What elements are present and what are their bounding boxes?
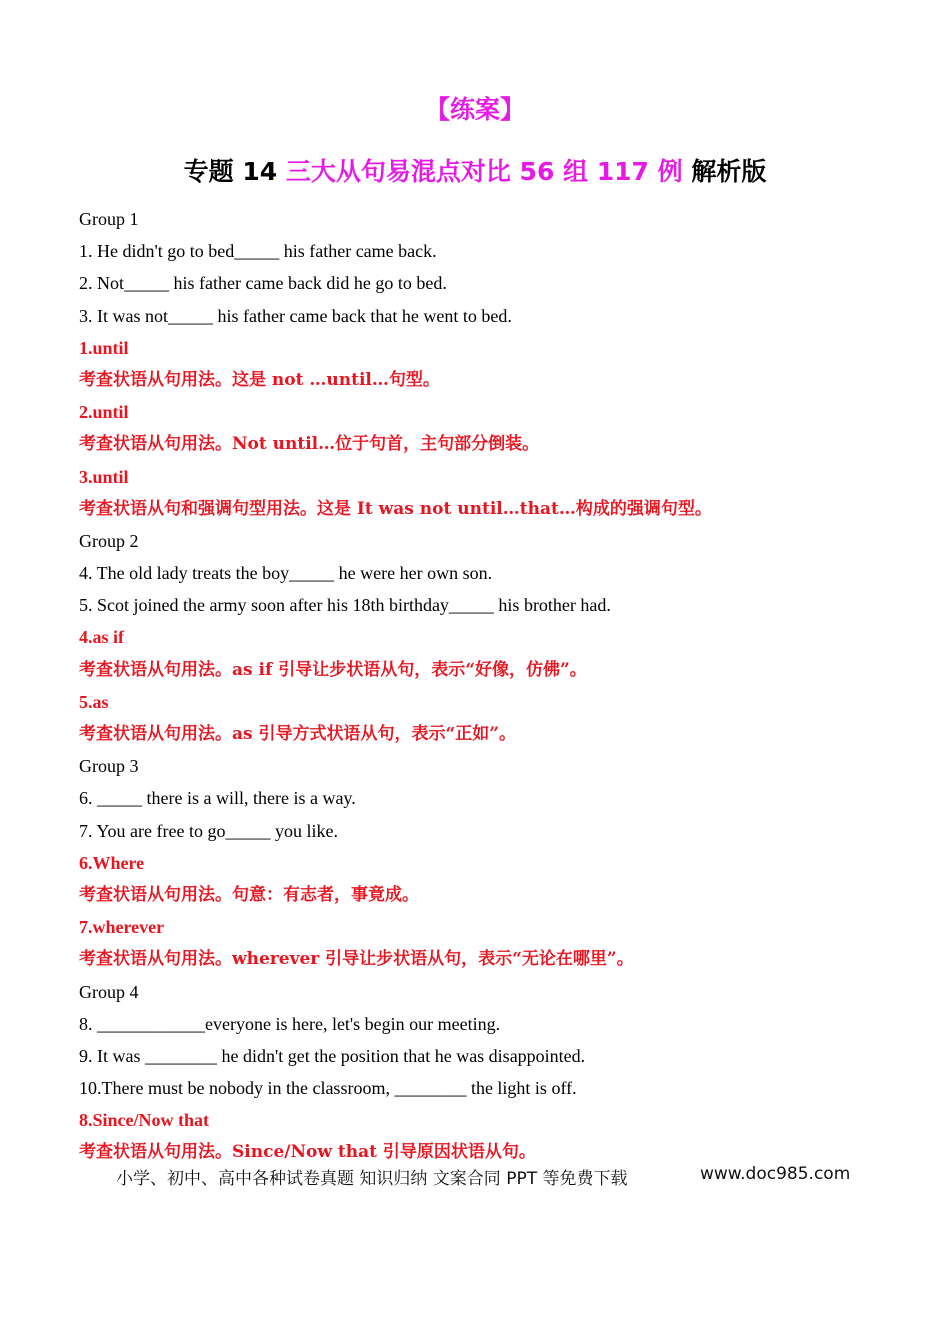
question-line: 4. The old lady treats the boy_____ he were her own son. (79, 563, 493, 584)
page-title (0, 152, 950, 188)
explanation-line: 考查状语从句和强调句型用法。这是 It was not until…that…构成的强调句型。 (79, 498, 712, 519)
title-prefix: 专题 14 (183, 157, 286, 186)
explanation-line: 考查状语从句用法。Since/Now that 引导原因状语从句。 (79, 1142, 536, 1163)
question-line: 8. ____________everyone is here, let's begin our meeting. (79, 1013, 501, 1034)
question-line: 6. _____ there is a will, there is a way. (79, 788, 356, 809)
explanation-line: 考查状语从句用法。as 引导方式状语从句，表示“正如”。 (79, 724, 517, 744)
answer-line: 6.Where (79, 852, 145, 873)
group-heading: Group 2 (79, 530, 139, 551)
answer-line: 5.as (79, 691, 109, 712)
explanation-line: 考查状语从句用法。这是 not …until…句型。 (79, 369, 440, 390)
group-heading: Group 1 (79, 209, 139, 229)
title-highlight: 三大从句易混点对比 56 组 117 例 (285, 157, 683, 186)
group-heading: Group 3 (79, 756, 139, 777)
question-line: 10.There must be nobody in the classroom, ________ the light is off. (79, 1078, 577, 1099)
answer-line: 7.wherever (79, 917, 165, 938)
question-line: 1. He didn't go to bed_____ his father came back. (79, 241, 437, 262)
question-line: 9. It was ________ he didn't get the position that he was disappointed. (79, 1045, 586, 1066)
answer-line: 2.until (79, 402, 129, 423)
section-tag: 【练案】 (424, 95, 525, 124)
exercise-content (79, 203, 919, 1169)
footer-url[interactable]: www.doc985.com (700, 1164, 851, 1184)
explanation-line: 考查状语从句用法。as if 引导让步状语从句，表示“好像，仿佛”。 (79, 659, 587, 680)
answer-line: 8.Since/Now that (79, 1110, 209, 1131)
explanation-line: 考查状语从句用法。Not until…位于句首，主句部分倒装。 (79, 434, 540, 455)
explanation-line: 考查状语从句用法。wherever 引导让步状语从句，表示“无论在哪里”。 (79, 949, 634, 970)
group-heading: Group 4 (79, 981, 139, 1002)
answer-line: 3.until (79, 466, 129, 487)
question-line: 5. Scot joined the army soon after his 18th birthday_____ his brother had. (79, 595, 611, 616)
explanation-line: 考查状语从句用法。句意：有志者，事竟成。 (79, 884, 419, 905)
title-suffix: 解析版 (682, 157, 767, 186)
answer-line: 1.until (79, 337, 129, 358)
answer-line: 4.as if (79, 627, 124, 648)
question-line: 2. Not_____ his father came back did he go to bed. (79, 273, 447, 294)
footer-text: 小学、初中、高中各种试卷真题 知识归纳 文案合同 PPT 等免费下载 (116, 1169, 628, 1189)
question-line: 3. It was not_____ his father came back that he went to bed. (79, 305, 512, 326)
question-line: 7. You are free to go_____ you like. (79, 820, 338, 841)
